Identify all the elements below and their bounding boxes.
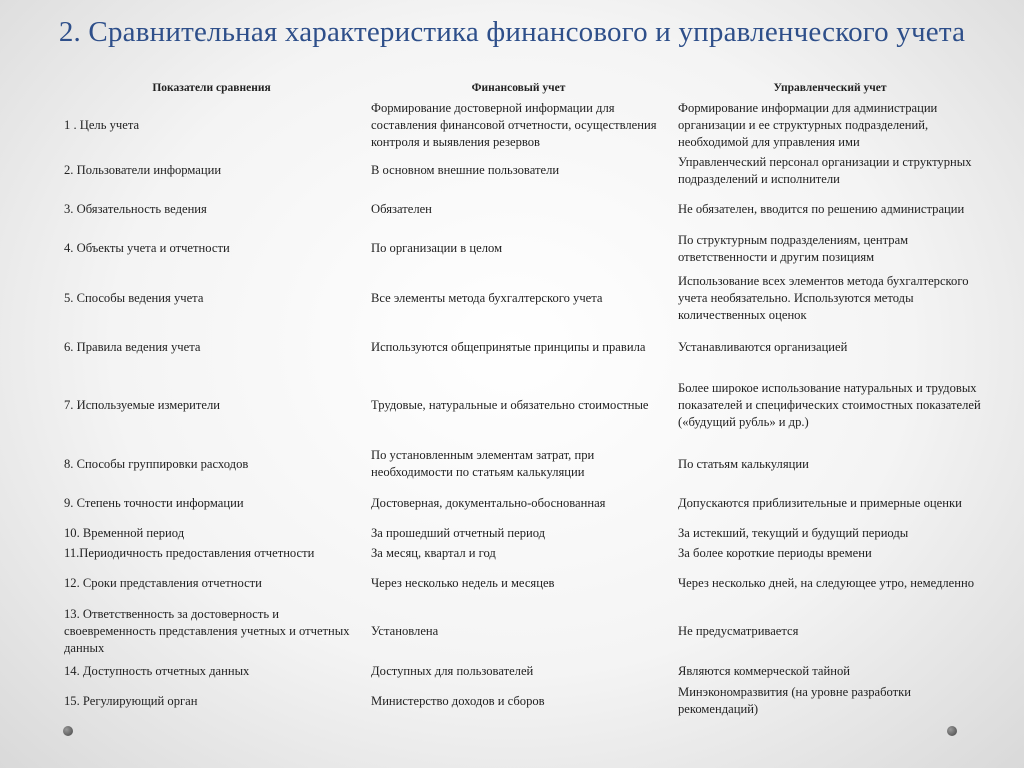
managerial-cell: По статьям калькуляции	[678, 456, 809, 471]
criteria-cell: 11.Периодичность предоставления отчетности	[64, 545, 315, 560]
managerial-cell: Устанавливаются организацией	[678, 339, 848, 354]
criteria-cell: 7. Используемые измерители	[64, 398, 221, 412]
table-header-row	[58, 78, 988, 98]
managerial-cell: Не предусматривается	[678, 624, 799, 638]
criteria-cell: 13. Ответственность за достоверность и своевременность представления учетных и отчетных данных	[64, 607, 350, 655]
managerial-cell: За более короткие периоды времени	[678, 545, 872, 560]
financial-cell: По установленным элементам затрат, при необходимости по статьям калькуляции	[371, 448, 595, 479]
table-row	[58, 268, 988, 328]
managerial-cell: Управленческий персонал организации и структурных подразделений и исполнители	[678, 154, 972, 186]
criteria-cell: 14. Доступность отчетных данных	[64, 663, 250, 678]
managerial-cell: За истекший, текущий и будущий периоды	[678, 525, 909, 540]
slide-title: 2. Сравнительная характеристика финансового и управленческого учета	[58, 16, 966, 48]
table-row	[58, 445, 988, 483]
financial-cell: Все элементы метода бухгалтерского учета	[371, 290, 603, 305]
criteria-cell: 2. Пользователи информации	[64, 163, 222, 177]
header-criteria: Показатели сравнения	[152, 81, 271, 94]
header-financial: Финансовый учет	[471, 81, 566, 94]
financial-cell: В основном внешние пользователи	[371, 163, 560, 177]
managerial-cell: Минэкономразвития (на уровне разработки рекомендаций)	[678, 685, 911, 716]
comparison-table	[58, 78, 988, 720]
table-row	[58, 366, 988, 445]
financial-cell: Установлена	[371, 624, 439, 638]
right-decorative-dot	[947, 726, 957, 736]
table-row	[58, 603, 988, 660]
table-row	[58, 523, 988, 543]
financial-cell: Достоверная, документально-обоснованная	[371, 495, 606, 510]
table-row	[58, 660, 988, 682]
table-row	[58, 682, 988, 720]
criteria-cell: 6. Правила ведения учета	[64, 339, 201, 354]
financial-cell: Министерство доходов и сборов	[371, 693, 545, 708]
criteria-cell: 12. Сроки представления отчетности	[64, 575, 262, 590]
criteria-cell: 15. Регулирующий орган	[64, 693, 198, 708]
criteria-cell: 3. Обязательность ведения	[64, 201, 207, 216]
table-row	[58, 483, 988, 523]
financial-cell: Используются общепринятые принципы и правила	[371, 339, 646, 354]
table-row	[58, 189, 988, 229]
header-managerial: Управленческий учет	[773, 81, 887, 94]
criteria-cell: 9. Степень точности информации	[64, 495, 244, 510]
managerial-cell: Формирование информации для администрации организации и ее структурных подразделений, необходимой для управления ими	[678, 100, 938, 149]
financial-cell: За месяц, квартал и год	[371, 545, 496, 560]
managerial-cell: Использование всех элементов метода бухгалтерского учета необязательно. Используются методы количественных оценок	[678, 273, 969, 322]
managerial-cell: Допускаются приблизительные и примерные оценки	[678, 495, 962, 510]
financial-cell: Доступных для пользователей	[371, 663, 534, 678]
financial-cell: Обязателен	[371, 201, 432, 216]
financial-cell: За прошедший отчетный период	[371, 525, 546, 540]
table-row	[58, 229, 988, 268]
managerial-cell: Не обязателен, вводится по решению администрации	[678, 201, 965, 216]
financial-cell: Трудовые, натуральные и обязательно стоимостные	[371, 398, 649, 412]
table-row	[58, 563, 988, 603]
criteria-cell: 10. Временной период	[64, 525, 185, 540]
table-row	[58, 98, 988, 152]
financial-cell: Формирование достоверной информации для составления финансовой отчетности, осуществления контроля и выявления резервов	[371, 100, 657, 149]
table-row	[58, 328, 988, 366]
criteria-cell: 4. Объекты учета и отчетности	[64, 241, 230, 255]
financial-cell: Через несколько недель и месяцев	[371, 575, 555, 590]
managerial-cell: По структурным подразделениям, центрам ответственности и другим позициям	[678, 232, 909, 264]
criteria-cell: 5. Способы ведения учета	[64, 290, 204, 305]
managerial-cell: Через несколько дней, на следующее утро, немедленно	[678, 575, 975, 590]
table-row	[58, 152, 988, 189]
criteria-cell: 1 . Цель учета	[64, 117, 140, 132]
managerial-cell: Более широкое использование натуральных и трудовых показателей и специфических стоимостных показателей («будущий рубль» и др.)	[678, 381, 981, 429]
financial-cell: По организации в целом	[371, 241, 503, 255]
table-row	[58, 543, 988, 563]
criteria-cell: 8. Способы группировки расходов	[64, 456, 249, 471]
managerial-cell: Являются коммерческой тайной	[678, 663, 850, 678]
left-decorative-dot	[63, 726, 73, 736]
